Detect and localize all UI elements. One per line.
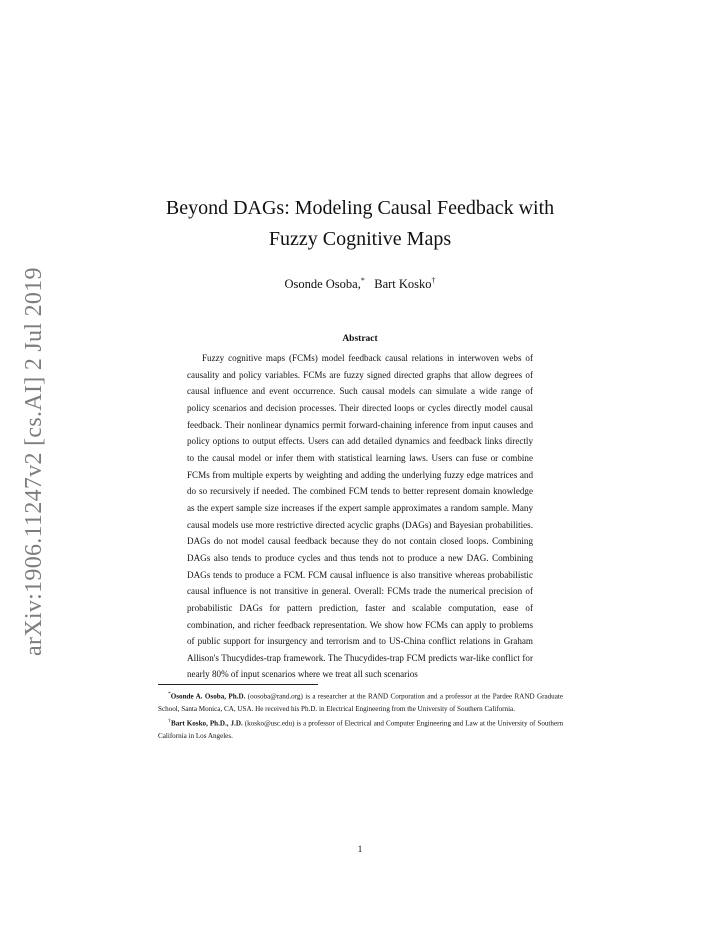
author-osoba-footnote-mark: * [360,276,365,285]
author-kosko: Bart Kosko [374,277,432,292]
author-osoba: Osonde Osoba, [284,277,361,292]
footnote-osoba-name: Osonde A. Osoba, Ph.D. [170,692,246,701]
arxiv-stamp [16,268,52,656]
footnote-osoba [158,688,563,715]
arxiv-identifier: arXiv:1906.11247v2 [cs.AI] 2 Jul 2019 [21,267,47,656]
footnotes [158,688,563,743]
footnote-kosko [158,715,563,742]
author-list [120,272,600,293]
footnote-kosko-name: Bart Kosko, Ph.D., J.D. [170,719,243,728]
page-number: 1 [357,845,363,855]
title-line-1: Beyond DAGs: Modeling Causal Feedback with [165,197,555,219]
footnote-kosko-mark: † [168,718,171,725]
footnote-rule [158,684,318,685]
footnote-osoba-text: (oosoba@rand.org) is a researcher at the RAND Corporation and a professor at the Pardee RAND Graduate School, Santa Monica, CA, USA. He received his Ph.D. in Electrical Engineering from the University of Southern California. [158,692,563,713]
title-line-2: Fuzzy Cognitive Maps [268,228,452,250]
abstract-heading: Abstract [342,334,378,344]
abstract-text: Fuzzy cognitive maps (FCMs) model feedback causal relations in interwoven webs of causality and policy variables. FCMs are fuzzy signed directed graphs that allow degrees of causal influence and event occurrence. Such causal models can simulate a wide range of policy scenarios and decision processes. Their directed loops or cycles directly model causal feedback. Their nonlinear dynamics permit forward-chaining inference from input causes and policy options to output effects. Users can add detailed dynamics and feedback links directly to the causal model or infer them with statistical learning laws. Users can fuse or combine FCMs from multiple experts by weighting and adding the underlying fuzzy edge matrices and do so recursively if needed. The combined FCM tends to better represent domain knowledge as the expert sample size increases if the expert sample approximates a random sample. Many causal models use more restrictive directed acyclic graphs (DAGs) and Bayesian probabilities. DAGs do not model causal feedback because they do not contain closed loops. Combining DAGs also tends to produce cycles and thus tends not to produce a new DAG. Combining DAGs tends to produce a FCM. FCM causal influence is also transitive whereas probabilistic causal influence is not transitive in general. Overall: FCMs trade the numerical precision of probabilistic DAGs for pattern prediction, faster and scalable computation, ease of combination, and richer feedback representation. We show how FCMs can apply to problems of public support for insurgency and terrorism and to US-China conflict relations in Graham Allison's Thucydides-trap framework. The Thucydides-trap FCM predicts war-like conflict for nearly 80% of input scenarios where we treat all such scenarios [187,353,533,680]
footnote-osoba-mark: * [168,691,171,697]
author-kosko-footnote-mark: † [431,276,436,285]
footnote-kosko-text: (kosko@usc.edu) is a professor of Electrical and Computer Engineering and Law at the University of Southern California in Los Angeles. [158,719,564,741]
paper-title [120,193,600,255]
